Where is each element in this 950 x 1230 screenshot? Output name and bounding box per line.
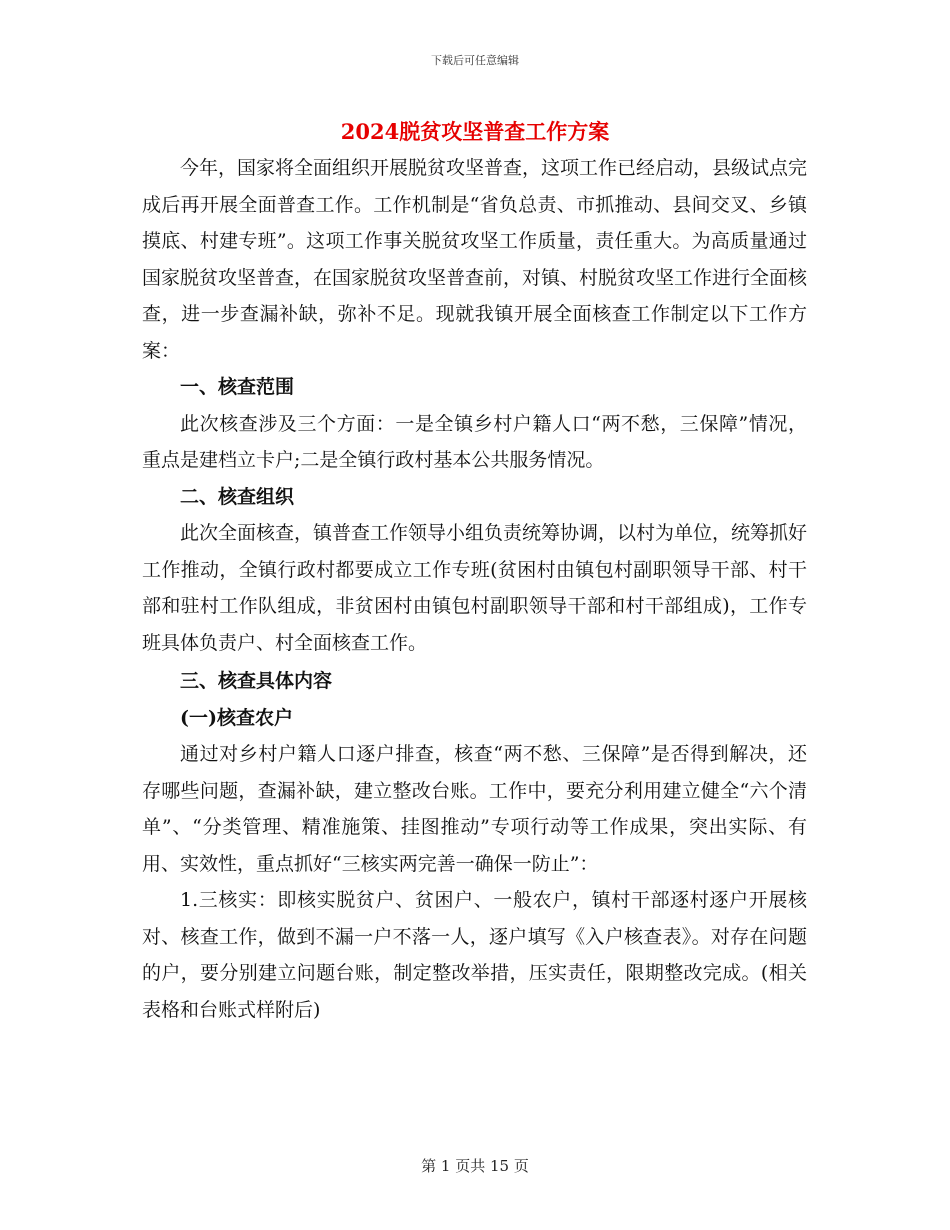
households-paragraph: 通过对乡村户籍人口逐户排查，核查“两不愁、三保障”是否得到解决，还存哪些问题，查漏补缺，建立整改台账。工作中，要充分利用建立健全“六个清单”、“分类管理、精准施策、挂图推动”专项行动等工作成果，突出实际、有用、实效性，重点抓好“三核实两完善一确保一防止”： xyxy=(142,743,807,875)
page-footer: 第 1 页共 15 页 xyxy=(421,1157,529,1175)
header-note: 下载后可任意编辑 xyxy=(431,54,519,67)
scope-paragraph: 此次核查涉及三个方面：一是全镇乡村户籍人口“两不愁，三保障”情况，重点是建档立卡户;二是全镇行政村基本公共服务情况。 xyxy=(142,412,807,471)
document-body xyxy=(142,150,807,1028)
organization-paragraph: 此次全面核查，镇普查工作领导小组负责统筹协调，以村为单位，统筹抓好工作推动，全镇行政村都要成立工作专班(贫困村由镇包村副职领导干部、村干部和驻村工作队组成，非贫困村由镇包村副职领导干部和村干部组成)，工作专班具体负责户、村全面核查工作。 xyxy=(142,522,808,654)
section-heading-organization: 二、核查组织 xyxy=(180,485,295,508)
three-verifications-paragraph: 1.三核实：即核实脱贫户、贫困户、一般农户，镇村干部逐村逐户开展核对、核查工作，做到不漏一户不落一人，逐户填写《入户核查表》。对存在问题的户，要分别建立问题台账，制定整改举措，压实责任，限期整改完成。(相关表格和台账式样附后) xyxy=(142,889,807,1021)
subsection-heading-households: (一)核查农户 xyxy=(180,706,293,729)
section-heading-scope: 一、核查范围 xyxy=(180,376,295,398)
intro-paragraph: 今年，国家将全面组织开展脱贫攻坚普查，这项工作已经启动，县级试点完成后再开展全面普查工作。工作机制是“省负总责、市抓推动、县间交叉、乡镇摸底、村建专班”。这项工作事关脱贫攻坚工作质量，责任重大。为高质量通过国家脱贫攻坚普查，在国家脱贫攻坚普查前，对镇、村脱贫攻坚工作进行全面核查，进一步查漏补缺，弥补不足。现就我镇开展全面核查工作制定以下工作方案： xyxy=(142,157,808,362)
section-heading-content: 三、核查具体内容 xyxy=(180,670,333,692)
document-title: 2024脱贫攻坚普查工作方案 xyxy=(340,119,610,144)
